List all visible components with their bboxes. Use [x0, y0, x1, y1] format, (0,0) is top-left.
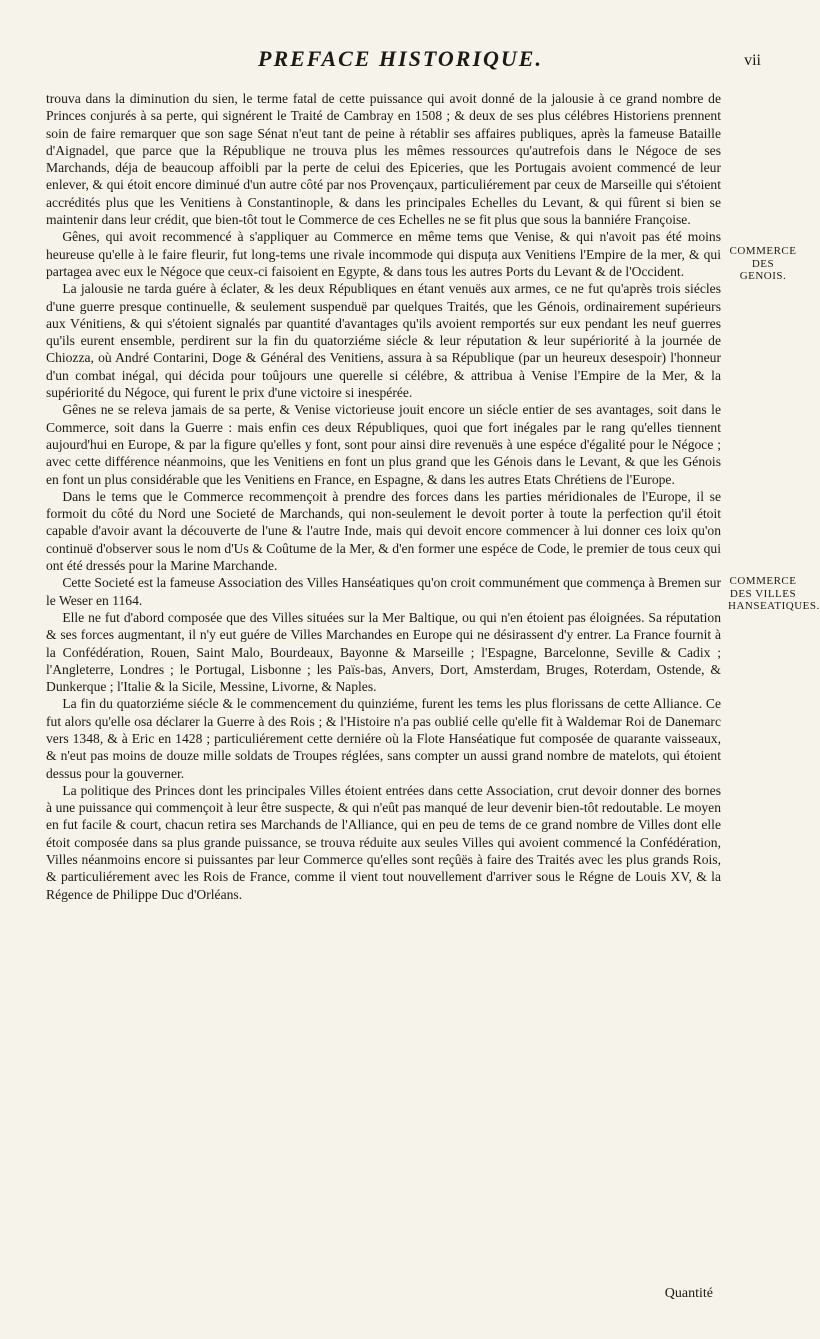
page-header: [0, 46, 801, 82]
paragraph: La jalousie ne tarda guére à éclater, & les deux Républiques en étant venuës aux armes, ce ne fut qu'après trois siécles d'une guerre presque continuelle, & seulement suspenduë par quelques Traités, que les Génois, ordinairement supérieurs aux Vénitiens, & qui s'étoient signalés par quantité d'avantages qu'ils avoient remportés sur eux pendant les neuf guerres qu'ils eurent ensemble, perdirent sur la fin du quatorziéme siécle & leur réputation & leur supériorité à la journée de Chiozza, où André Contarini, Doge & Général des Venitiens, assura à sa République (par un heureux desespoir) l'honneur d'un combat inégal, qui décida pour toûjours une querelle si célébre, & attribua à Venise l'Empire de la Mer, & la supériorité du Négoce, qui furent le prix d'une victoire si inespérée.: [46, 281, 721, 401]
paragraph: Gênes, qui avoit recommencé à s'appliquer au Commerce en même tems que Venise, & qui n'avoit pas été moins heureuse qu'elle à le faire fleurir, fut long-tems une rivale incommode qui dispuța aux Venitiens l'Empire de la mer, & qui partagea avec eux le Négoce que ceux-ci faisoient en Egypte, & dans tous les autres Ports du Levant & de l'Occident.: [46, 229, 721, 279]
margin-note-hanseatiques: COMMERCE DES VILLES HANSEATIQUES.: [728, 575, 820, 612]
body-text: [46, 90, 721, 903]
paragraph: Elle ne fut d'abord composée que des Villes situées sur la Mer Baltique, ou qui n'en étoient pas éloignées. Sa réputation & ses forces augmentant, il n'y eut guére de Villes Marchandes en Europe qui ne désirassent d'y entrer. La France fournit à la Confédération, Rouen, Saint Malo, Bourdeaux, Bayonne & Marseille ; l'Espagne, Barcelonne, Seville & Cadix ; l'Angleterre, Londres ; le Portugal, Lisbonne ; les Païs-bas, Anvers, Dort, Amsterdam, Bruges, Roterdam, Ostende, & Dunkerque ; l'Italie & la Sicile, Messine, Livorne, & Naples.: [46, 609, 721, 695]
paragraph: La fin du quatorziéme siécle & le commencement du quinziéme, furent les tems les plus florissans de cette Alliance. Ce fut alors qu'elle osa déclarer la Guerre à des Rois ; & l'Histoire n'a pas oublié celle qu'elle fit à Waldemar Roi de Danemarc vers 1348, & à Eric en 1428 ; particuliérement cette derniére où la Flote Hanséatique fut composée de quarante vaisseaux, & n'eut pas moins de douze mille soldats de Troupes réglées, sans compter un aussi grand nombre de matelots, qui étoient dessus pour la gouverner.: [46, 696, 721, 781]
margin-note-genois: COMMERCE DES GENOIS.: [729, 245, 797, 282]
paragraph: Dans le tems que le Commerce recommençoit à prendre des forces dans les parties méridionales de l'Europe, il se formoit du côté du Nord une Societé de Marchands, qui non-seulement le devoit porter à toute la perfection qu'il étoit capable d'avoir avant la découverte de l'une & l'autre Inde, mais qui devoit encore commencer à lui donner ces loix qu'on continuë d'observer sous le nom d'Us & Coûtume de la Mer, & d'en former une espéce de Code, le premier de tous ceux qui ont été dressés pour la Marine Marchande.: [46, 488, 721, 574]
paragraph: trouva dans la diminution du sien, le terme fatal de cette puissance qui avoit donné de la jalousie à ce grand nombre de Princes conjurés à sa perte, qui signérent le Traité de Cambray en 1508 ; & deux de ses plus célébres Historiens prennent soin de faire remarquer que son sage Sénat n'eut tant de peine à rétablir ses affaires publiques, après la fameuse Bataille d'Aignadel, que parce que la République ne trouva plus les mêmes ressources qu'autrefois dans le Négoce de ses Marchands, déja de beaucoup affoibli par la perte de celui des Epiceries, que les Portugais avoient commencé de leur enlever, & qui étoit encore diminué d'un autre côté par nos Provençaux, particuliérement par ceux de Marseille qui s'étoient accrédités plus que les Venitiens à Constantinople, & dans les principales Echelles du Levant, & qui fûrent si bien se maintenir dans leur crédit, que bien-tôt tout le Commerce de ces Echelles ne se fit plus que sous la banniére Françoise.: [46, 91, 721, 228]
catchword: Quantité: [664, 1286, 713, 1301]
page-number: vii: [744, 52, 761, 69]
paragraph: Gênes ne se releva jamais de sa perte, & Venise victorieuse jouit encore un siécle entier de ses avantages, soit dans le Commerce, soit dans la Guerre : mais enfin ces deux Républiques, quoi que fort inégales par le rang qu'elles tiennent aujourd'hui en Europe, & par la figure qu'elles y font, sont pour ainsi dire revenuës à une espéce d'égalité pour le Négoce ; avec cette différence néanmoins, que les Venitiens en font un plus grand que les Génois dans le Levant, & que les Génois en font un plus considérable que les Venitiens en France, en Espagne, & dans les autres Etats Chrétiens de l'Europe.: [46, 402, 721, 487]
running-title: PREFACE HISTORIQUE.: [258, 46, 543, 71]
paragraph: La politique des Princes dont les principales Villes étoient entrées dans cette Association, crut devoir donner des bornes à une puissance qui commençoit à leur être suspecte, & qui n'eût pas manqué de leur devenir bien-tôt redoutable. Le moyen en fut facile & court, chacun retira ses Marchands de l'Alliance, qui en peu de tems de ce grand nombre de Villes dont elle étoit composée dans sa plus grande puissance, se trouva réduite aux seules Villes qui avoient commencé la Confédération, Villes néanmoins encore si puissantes par leur Commerce qu'elles sont reçûës à faire des Traités avec les plus grands Rois, & particuliérement avec les Rois de France, comme il vient tout nouvellement d'arriver sous le Régne de Louis XV, & la Régence de Philippe Duc d'Orléans.: [46, 782, 721, 902]
paragraph: Cette Societé est la fameuse Association des Villes Hanséatiques qu'on croit communément que commença à Bremen sur le Weser en 1164.: [46, 575, 721, 608]
